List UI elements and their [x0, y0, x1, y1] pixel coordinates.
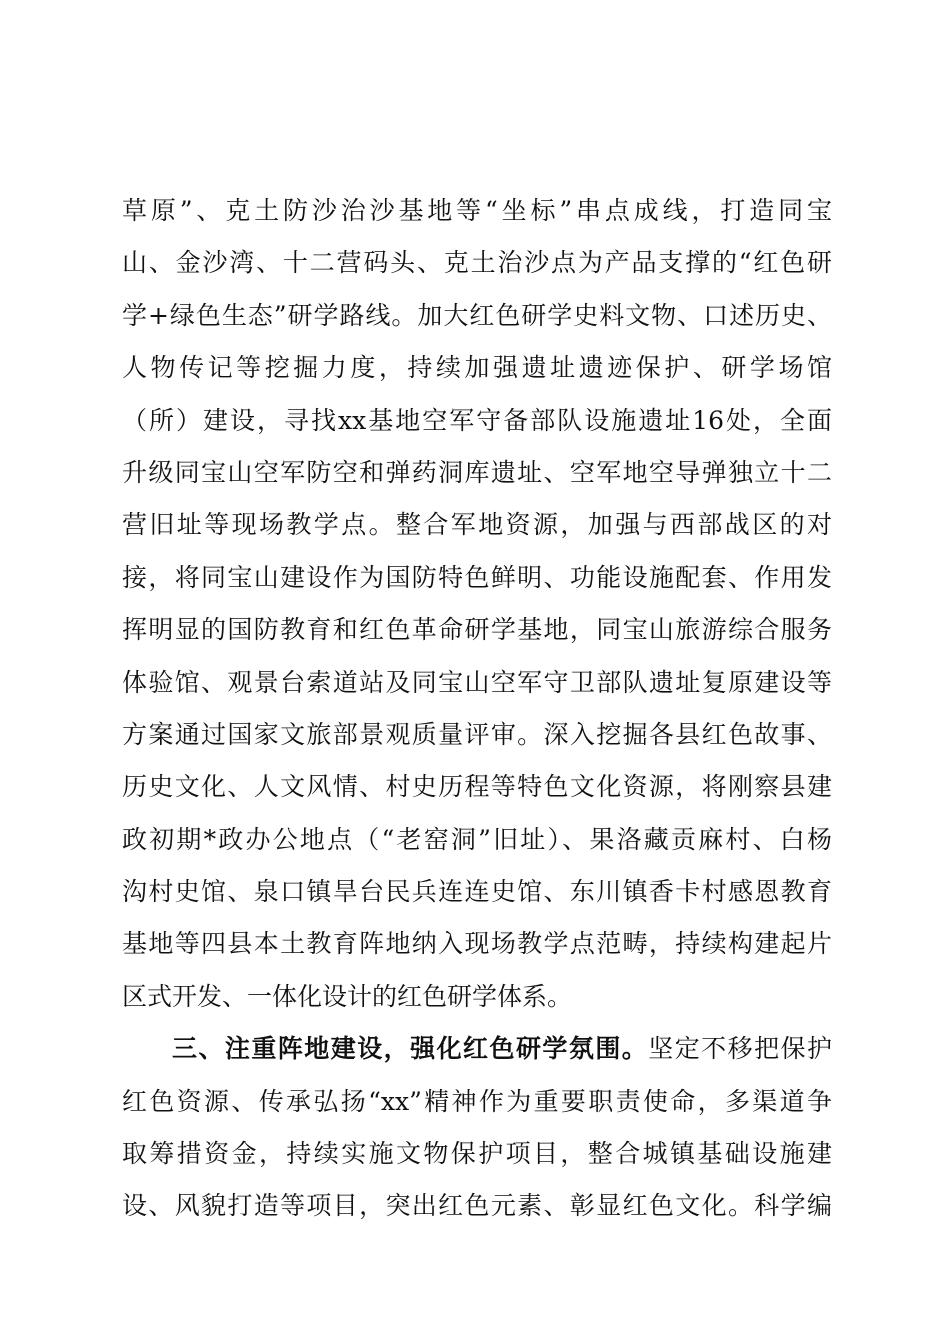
- text-line: （所）建设，寻找xx基地空军守备部队设施遗址16处，全面: [122, 405, 832, 435]
- text-line: 红色资源、传承弘扬“xx”精神作为重要职责使命，多渠道争: [122, 1086, 832, 1116]
- text-line: 体验馆、观景台索道站及同宝山空军守卫部队遗址复原建设等: [122, 667, 832, 697]
- text-line: 接，将同宝山建设作为国防特色鲜明、功能设施配套、作用发: [122, 562, 832, 592]
- text-line: 学+绿色生态”研学路线。加大红色研学史料文物、口述历史、: [122, 300, 832, 330]
- text-line: 区式开发、一体化设计的红色研学体系。: [122, 981, 573, 1011]
- text-line: 历史文化、人文风情、村史历程等特色文化资源，将刚察县建: [122, 772, 832, 802]
- text-line: 取筹措资金，持续实施文物保护项目，整合城镇基础设施建: [122, 1139, 832, 1169]
- section-heading-line: [122, 1023, 832, 1075]
- text-line: 基地等四县本土教育阵地纳入现场教学点范畴，持续构建起片: [122, 929, 832, 959]
- text-line: 沟村史馆、泉口镇旱台民兵连连史馆、东川镇香卡村感恩教育: [122, 877, 832, 907]
- section-heading: 三、注重阵地建设，强化红色研学氛围。: [172, 1034, 649, 1064]
- text-line: 升级同宝山空军防空和弹药洞库遗址、空军地空导弹独立十二: [122, 457, 832, 487]
- text-line: 方案通过国家文旅部景观质量评审。深入挖掘各县红色故事、: [122, 719, 832, 749]
- text-line: 人物传记等挖掘力度，持续加强遗址遗迹保护、研学场馆: [122, 353, 832, 383]
- text-line: 草原”、克土防沙治沙基地等“坐标”串点成线，打造同宝: [122, 196, 832, 225]
- text-line: 山、金沙湾、十二营码头、克土治沙点为产品支撑的“红色研: [122, 248, 832, 278]
- body-text: [122, 185, 832, 1233]
- paragraph-section-three: [122, 1023, 832, 1233]
- text-line: 设、风貌打造等项目，突出红色元素、彰显红色文化。科学编: [122, 1191, 832, 1221]
- paragraph-red-study-routes: [122, 185, 832, 1023]
- text-line: 政初期*政办公地点（“老窑洞”旧址）、果洛藏贡麻村、白杨: [122, 824, 832, 854]
- section-heading-continuation: 坚定不移把保护: [648, 1034, 832, 1064]
- text-line: 挥明显的国防教育和红色革命研学基地，同宝山旅游综合服务: [122, 615, 832, 645]
- text-line: 营旧址等现场教学点。整合军地资源，加强与西部战区的对: [122, 510, 832, 540]
